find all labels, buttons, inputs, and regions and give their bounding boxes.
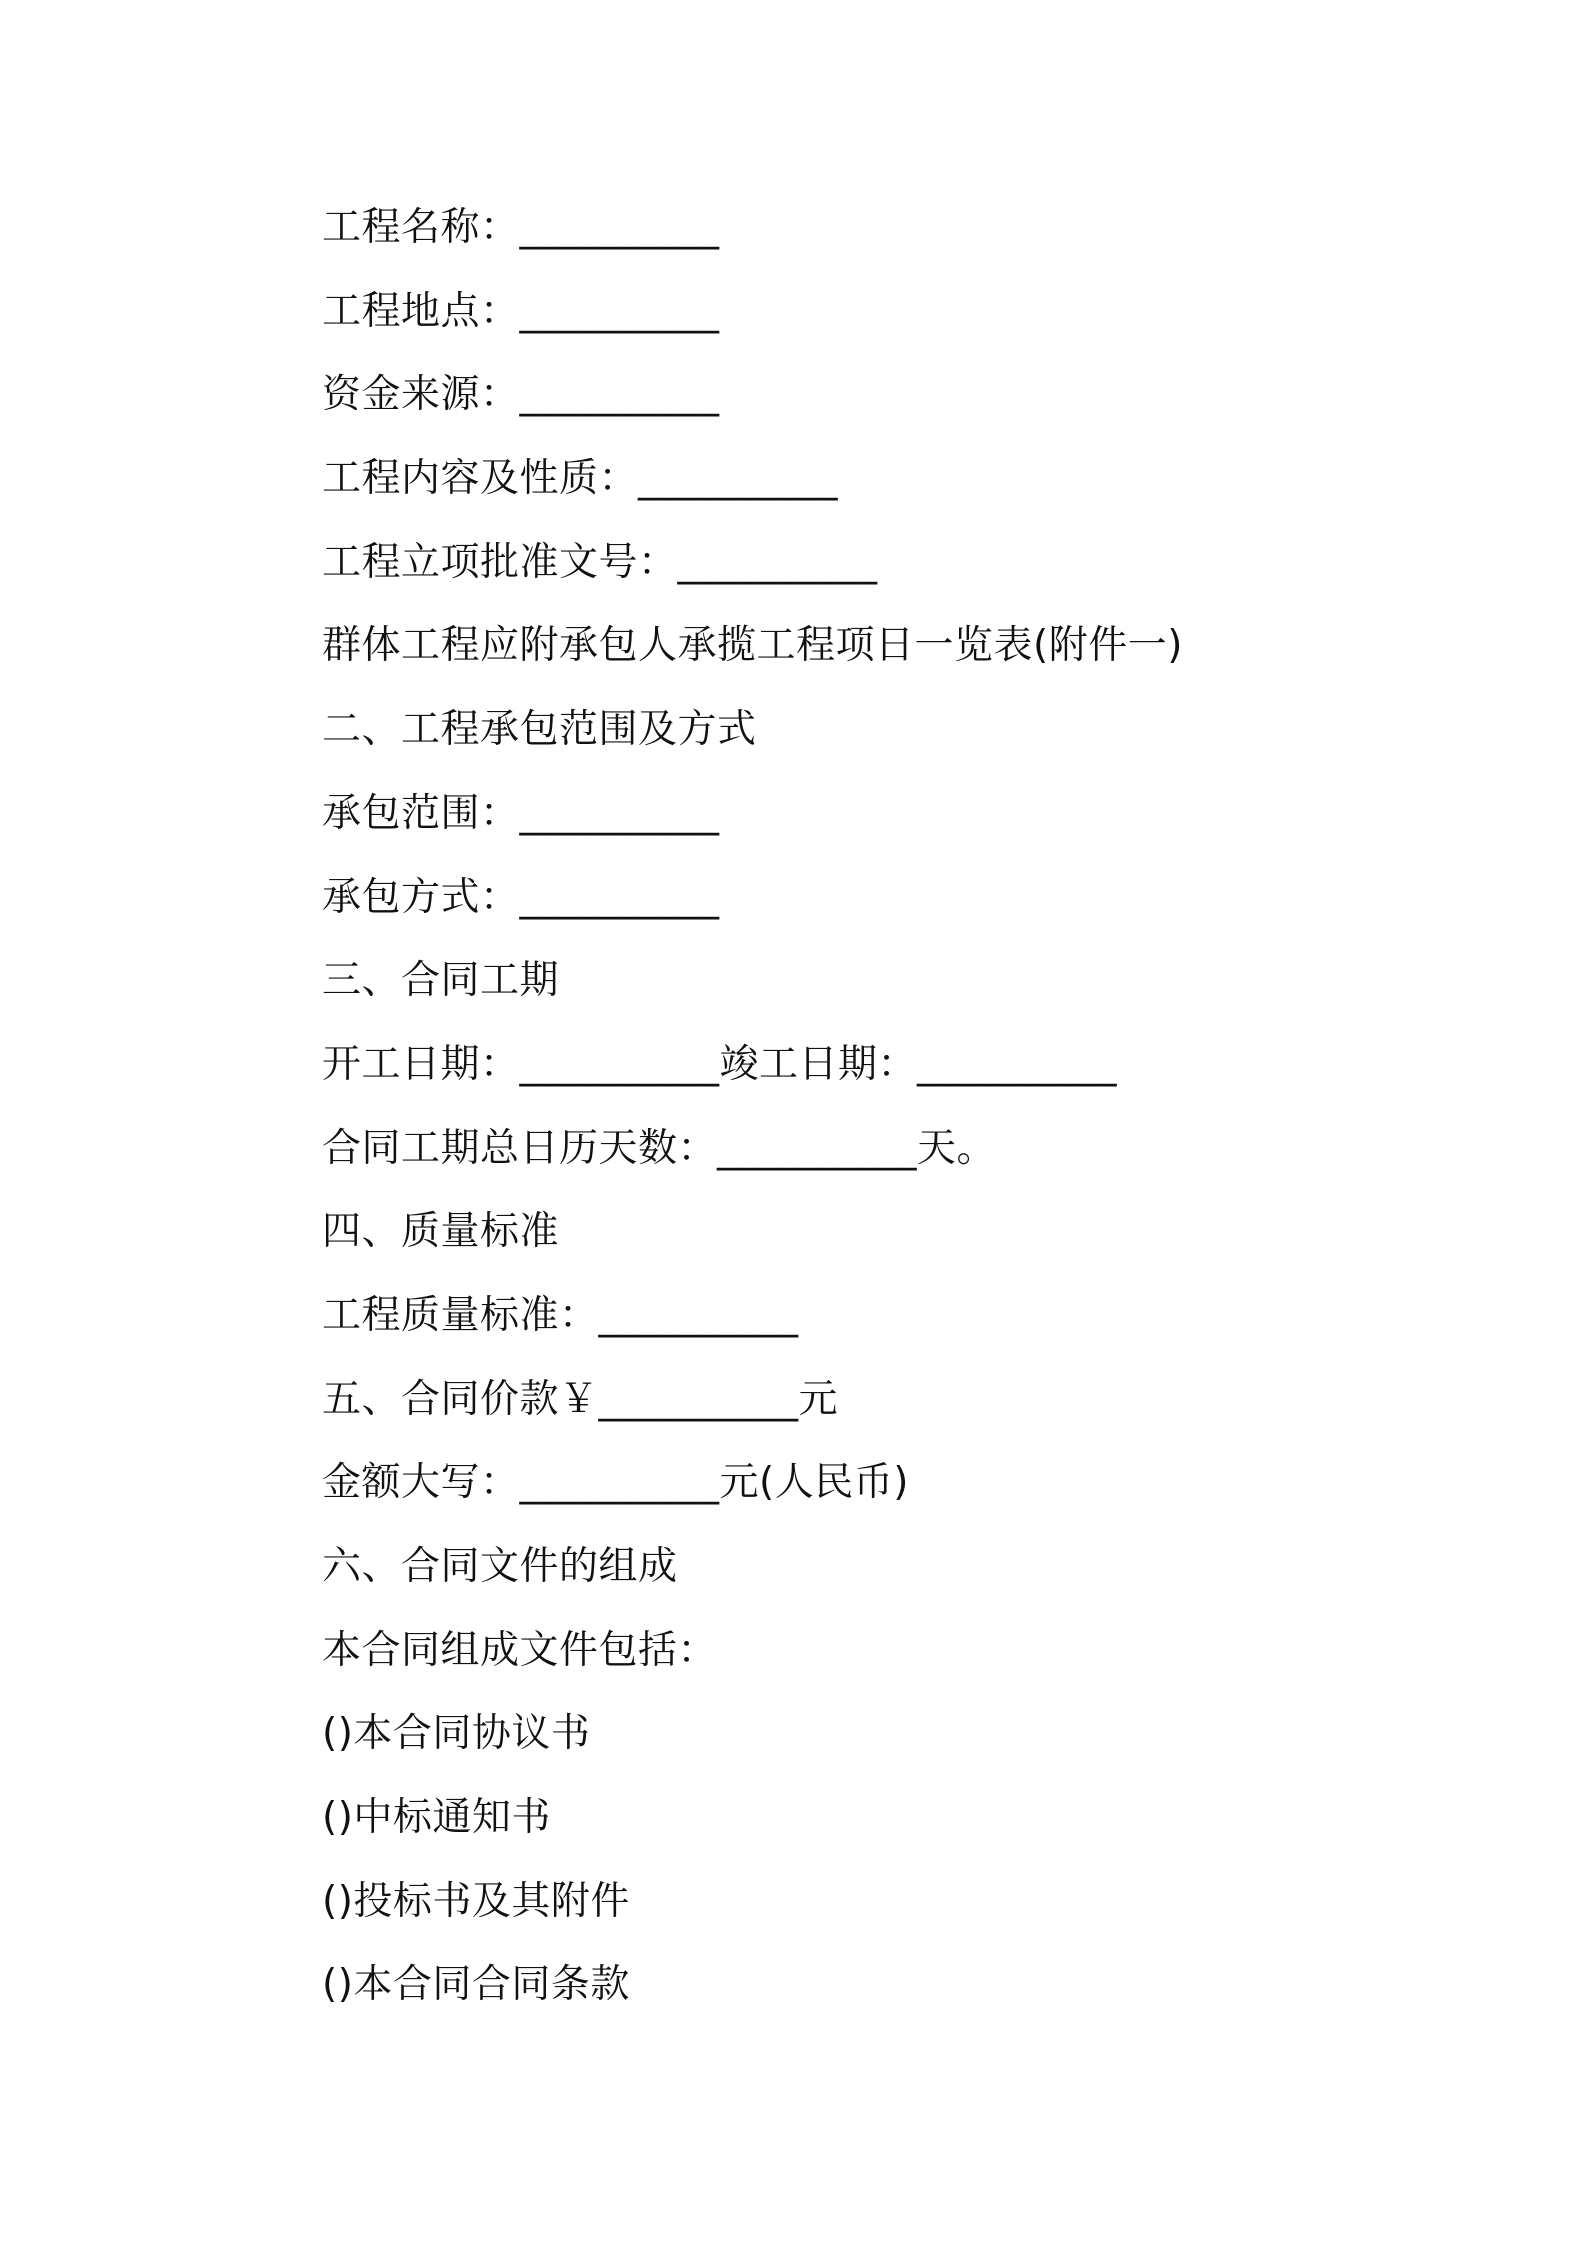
section-heading-quality: 四、质量标准	[322, 1209, 560, 1255]
field-project-content: 工程内容及性质：__________	[322, 456, 839, 502]
field-quality-standard: 工程质量标准：__________	[322, 1292, 799, 1338]
field-contract-method: 承包方式：__________	[322, 874, 720, 920]
list-item-award-notice: ()中标通知书	[322, 1795, 551, 1841]
field-project-location: 工程地点：__________	[322, 288, 720, 334]
list-item-contract-terms: ()本合同合同条款	[322, 1962, 630, 2008]
field-start-end-dates: 开工日期：__________竣工日期：__________	[322, 1041, 1118, 1087]
section-heading-documents: 六、合同文件的组成	[322, 1544, 678, 1589]
section-heading-duration: 三、合同工期	[322, 958, 560, 1004]
field-approval-number: 工程立项批准文号：__________	[322, 539, 878, 585]
field-contract-scope: 承包范围：__________	[322, 790, 720, 836]
list-item-agreement: ()本合同协议书	[322, 1711, 591, 1757]
document-body	[322, 196, 1462, 2037]
field-total-days: 合同工期总日历天数：__________天。	[322, 1125, 997, 1171]
section-heading-price: 五、合同价款￥__________元	[322, 1376, 839, 1422]
field-funding-source: 资金来源：__________	[322, 372, 720, 418]
field-project-name: 工程名称：__________	[322, 205, 720, 250]
documents-intro: 本合同组成文件包括：	[322, 1627, 718, 1673]
section-heading-scope: 二、工程承包范围及方式	[322, 707, 757, 753]
note-group-project-list: 群体工程应附承包人承揽工程项日一览表(附件一)	[322, 623, 1183, 669]
list-item-bid-documents: ()投标书及其附件	[322, 1878, 630, 1924]
field-amount-in-words: 金额大写：__________元(人民币)	[322, 1460, 909, 1506]
